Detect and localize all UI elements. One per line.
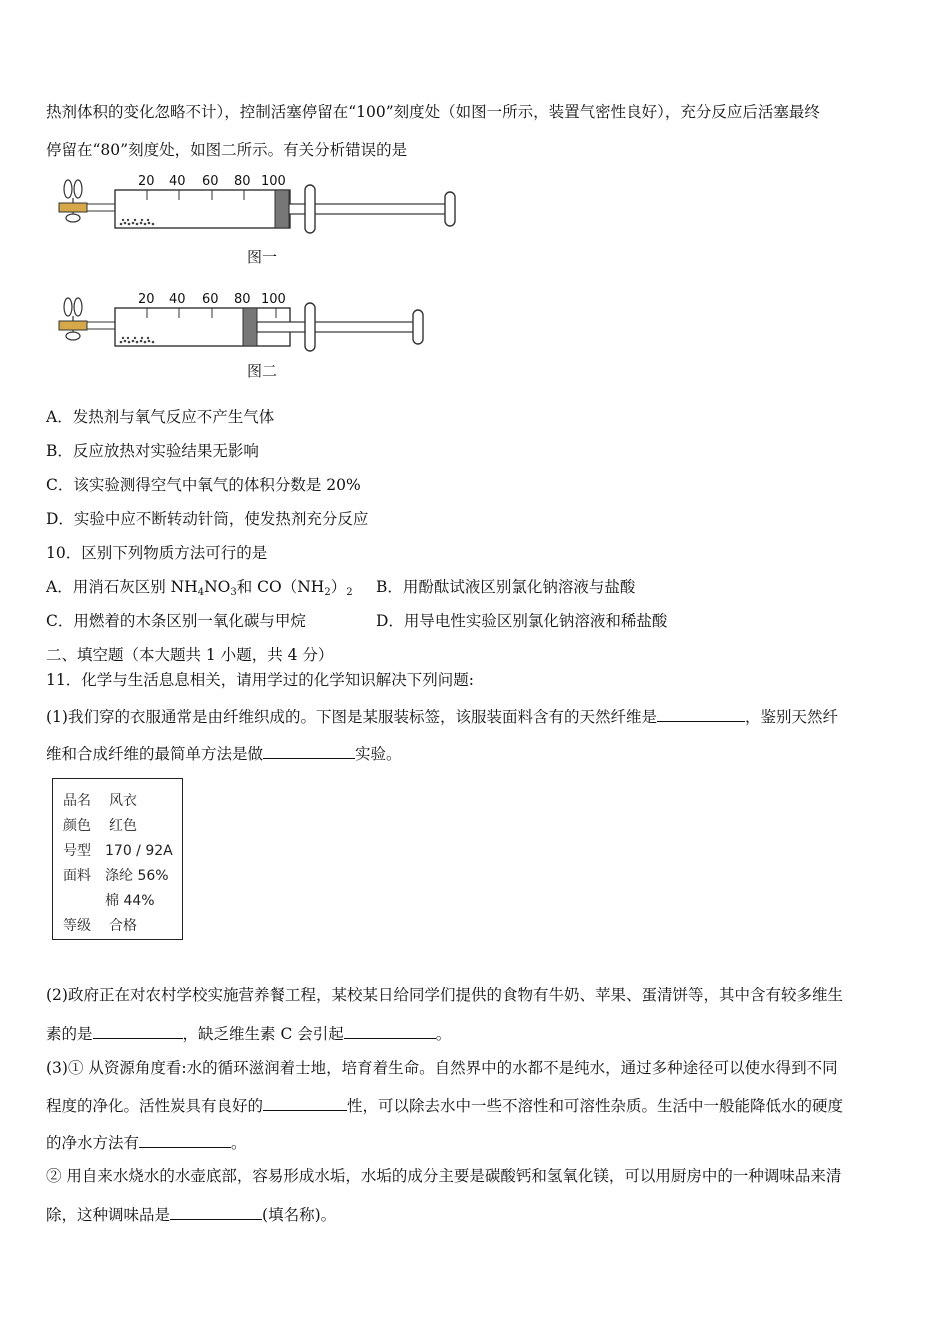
label-row: 等级 合格: [63, 918, 137, 934]
q11-part3-line3: 的净水方法有 。: [46, 1131, 247, 1153]
fig1-tick-80: 80: [234, 174, 251, 189]
fig1-tick-100: 100: [261, 174, 286, 189]
q11-part2-line1: (2)政府正在对农村学校实施营养餐工程，某校某日给同学们提供的食物有牛奶、苹果、蛋清饼等，其中含有较多维生: [46, 986, 843, 1004]
q10-option-d: D．用导电性实验区别氯化钠溶液和稀盐酸: [376, 612, 668, 630]
fig2-tick-80: 80: [234, 292, 251, 307]
q10-option-b: B．用酚酞试液区别氯化钠溶液与盐酸: [376, 578, 636, 596]
q11-part1-line2: 维和合成纤维的最简单方法是做 实验。: [46, 742, 402, 764]
figure-2-caption: 图二: [247, 362, 278, 380]
fig1-tick-40: 40: [169, 174, 186, 189]
section-2-title: 二、填空题（本大题共 1 小题，共 4 分）: [46, 646, 334, 664]
fig1-tick-60: 60: [202, 174, 219, 189]
q11-stem: 11．化学与生活息息相关，请用学过的化学知识解决下列问题:: [46, 671, 474, 689]
fig2-tick-100: 100: [261, 292, 286, 307]
q11-part2-line2: 素的是 ，缺乏维生素 C 会引起 。: [46, 1022, 451, 1044]
label-row: 颜色 红色: [63, 818, 137, 834]
answer-blank[interactable]: [263, 742, 355, 759]
fig2-tick-40: 40: [169, 292, 186, 307]
q10-stem: 10．区别下列物质方法可行的是: [46, 544, 268, 562]
q9-option-a: A．发热剂与氧气反应不产生气体: [46, 408, 275, 426]
answer-blank[interactable]: [344, 1022, 436, 1039]
label-row: 号型 170 / 92A: [63, 843, 173, 859]
answer-blank[interactable]: [93, 1022, 183, 1039]
q11-part3-line1: (3)① 从资源角度看:水的循环滋润着士地，培育着生命。自然界中的水都不是纯水，通过多种途径可以使水得到不同: [46, 1059, 838, 1077]
q9-option-c: C．该实验测得空气中氧气的体积分数是 20%: [46, 476, 361, 494]
intro-line-1: 热剂体积的变化忽略不计），控制活塞停留在“100”刻度处（如图一所示，装置气密性良好），充分反应后活塞最终: [46, 103, 820, 121]
answer-blank[interactable]: [657, 705, 745, 722]
q11-part3-line2: 程度的净化。活性炭具有良好的 性，可以除去水中一些不溶性和可溶性杂质。生活中一般能降低水的硬度: [46, 1094, 843, 1116]
label-row: 棉 44%: [105, 893, 155, 909]
q11-part1-line1: (1)我们穿的衣服通常是由纤维织成的。下图是某服装标签，该服装面料含有的天然纤维是 ，鉴别天然纤: [46, 705, 838, 727]
figure-1-caption: 图一: [247, 248, 278, 266]
label-row: 品名 风衣: [63, 793, 137, 809]
clothing-label: [52, 778, 183, 940]
answer-blank[interactable]: [263, 1094, 347, 1111]
fig2-tick-60: 60: [202, 292, 219, 307]
fig1-tick-20: 20: [138, 174, 155, 189]
answer-blank[interactable]: [170, 1203, 262, 1220]
answer-blank[interactable]: [139, 1131, 231, 1148]
q11-part4-line1: ② 用自来水烧水的水壶底部，容易形成水垢，水垢的成分主要是碳酸钙和氢氧化镁，可以用厨房中的一种调味品来清: [46, 1167, 842, 1185]
q11-part4-line2: 除，这种调味品是 (填名称)。: [46, 1203, 336, 1225]
q9-option-d: D．实验中应不断转动针筒，使发热剂充分反应: [46, 510, 369, 528]
q9-option-b: B．反应放热对实验结果无影响: [46, 442, 259, 460]
label-row: 面料 涤纶 56%: [63, 868, 169, 884]
intro-line-2: 停留在“80”刻度处，如图二所示。有关分析错误的是: [46, 141, 408, 159]
q10-option-c: C．用燃着的木条区别一氧化碳与甲烷: [46, 612, 306, 630]
fig2-tick-20: 20: [138, 292, 155, 307]
q10-option-a: A．用消石灰区别 $NH_4NO_3$和 $CO(NH_2)_2$: [46, 578, 353, 598]
